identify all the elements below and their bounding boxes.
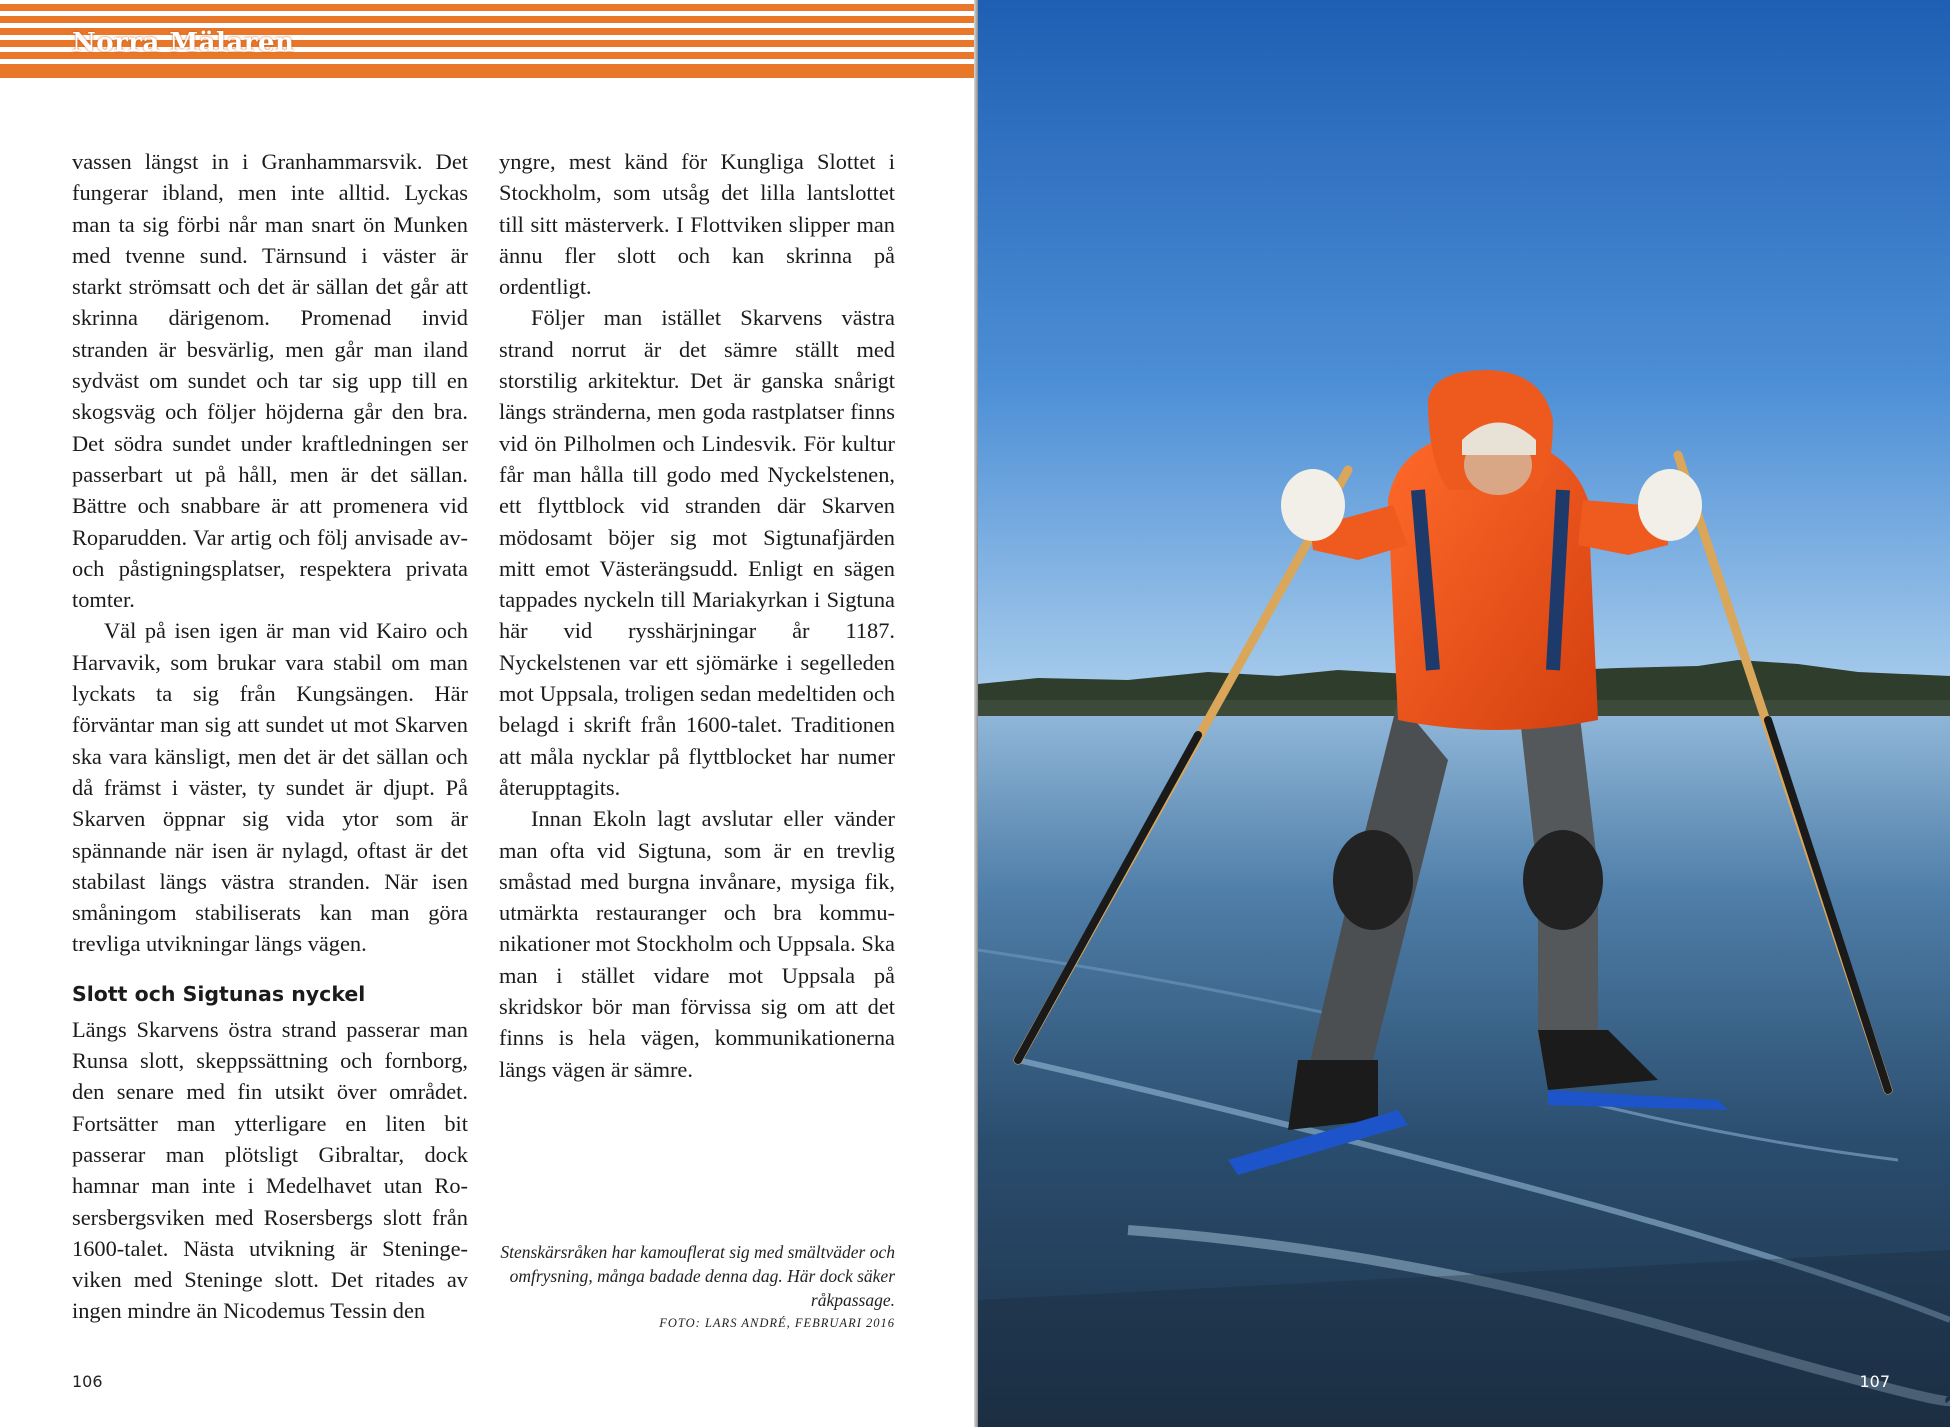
paragraph: Innan Ekoln lagt avslutar eller vänder man ofta vid Sigtuna, som är en trevlig småstad med burgna invånare, mysiga fik, utmärkta restauranger och bra kommunikationer mot Stockholm och Uppsala. Ska man i stället vidare mot Uppsala på skridskor bör man förvissa sig om att det finns is hela vägen, kommunikationerna längs vägen är sämre. [499,806,895,1082]
paragraph: Följer man istället Skarvens västra strand norrut är det sämre ställt med storstilig arkitektur. Det är ganska snårigt längs stränderna, men goda rastplatser finns vid ön Pilholmen och Lindesvik. För kultur får man hålla till godo med Nyckelstenen, ett flyttblock vid stranden där Skarven mödosamt böjer sig mot Sigtunafjärden mitt emot Västerängsudd. Enligt en sägen tappades nyckeln till Mariakyrkan i Sigtuna här vid rysshärjningar år 1187. Nyckelstenen var ett sjömärke i segelleden mot Uppsala, troligen sedan medeltiden och belagd i skrift från 1600-talet. Traditionen att måla nycklar på flyttblocket har numer återupptagits. [499,305,895,800]
paragraph: vassen längst in i Granhammarsvik. Det fungerar ibland, men inte alltid. Lyckas man ta sig förbi når man snart ön Munken med tvenne sund. Tärnsund i väster är starkt strömsatt och det är sällan det går att skrinna därigenom. Promenad invid stranden är besvärlig, men går man iland sydväst om sundet och tar sig upp till en skogsväg och följer höjderna går den bra. Det södra sundet under kraftledningen ser passerbart ut på håll, men är det sällan. Bättre och snabbare är att promenera vid Roparudden. Var artig och följ anvisade av- och påstigningsplatser, respektera privata tomter. [72,149,468,613]
text-column-1 [72,146,468,1327]
paragraph: yngre, mest känd för Kungliga Slottet i Stockholm, som utsåg det lilla lantslottet till sitt mästerverk. I Flottviken slipper man ännu fler slott och kan skrinna på ordentligt. [499,149,895,300]
section-title: Norra Mälaren [72,28,295,58]
paragraph: Längs Skarvens östra strand passerar man Runsa slott, skeppssättning och fornborg, den senare med fin utsikt över området. Fortsätter man ytterligare en liten bit passerar man plötsligt Gibraltar, dock hamnar man inte i Medelhavet utan Rosersbergsviken med Rosersbergs slott från 1600-talet. Nästa utvikning är Steningeviken med Steninge slott. Det ritades av ingen mindre än Nicodemus Tessin den [72,1016,468,1324]
photo-caption [499,1240,895,1334]
photo-credit: FOTO: LARS ANDRÉ, FEBRUARI 2016 [659,1316,895,1330]
caption-text: Stenskärsråken har kamouflerat sig med smältväder och omfrysning, många badade denna dag. Här dock säker råkpassage. [500,1242,895,1310]
skater-photo [978,0,1950,1427]
text-column-2 [499,146,895,1085]
paragraph: Väl på isen igen är man vid Kairo och Harvavik, som brukar vara stabil om man lyckats ta sig från Kungsängen. Här förväntar man sig att sundet ut mot Skarven ska vara känsligt, men det är det sällan och då främst i väster, ty sundet är djupt. På Skarven öppnar sig vida ytor som är spännande när isen är nylagd, oftast är det stabilast längs västra stranden. När isen småningom stabiliserats kan man göra trevliga utvikningar längs vägen. [72,618,468,957]
subheading: Slott och Sigtunas nyckel [72,981,366,1006]
page-107-photo [978,0,1950,1427]
page-106 [0,0,974,1427]
page-number-right: 107 [1859,1372,1890,1391]
section-header-band [0,0,974,82]
page-number-left: 106 [72,1372,103,1391]
